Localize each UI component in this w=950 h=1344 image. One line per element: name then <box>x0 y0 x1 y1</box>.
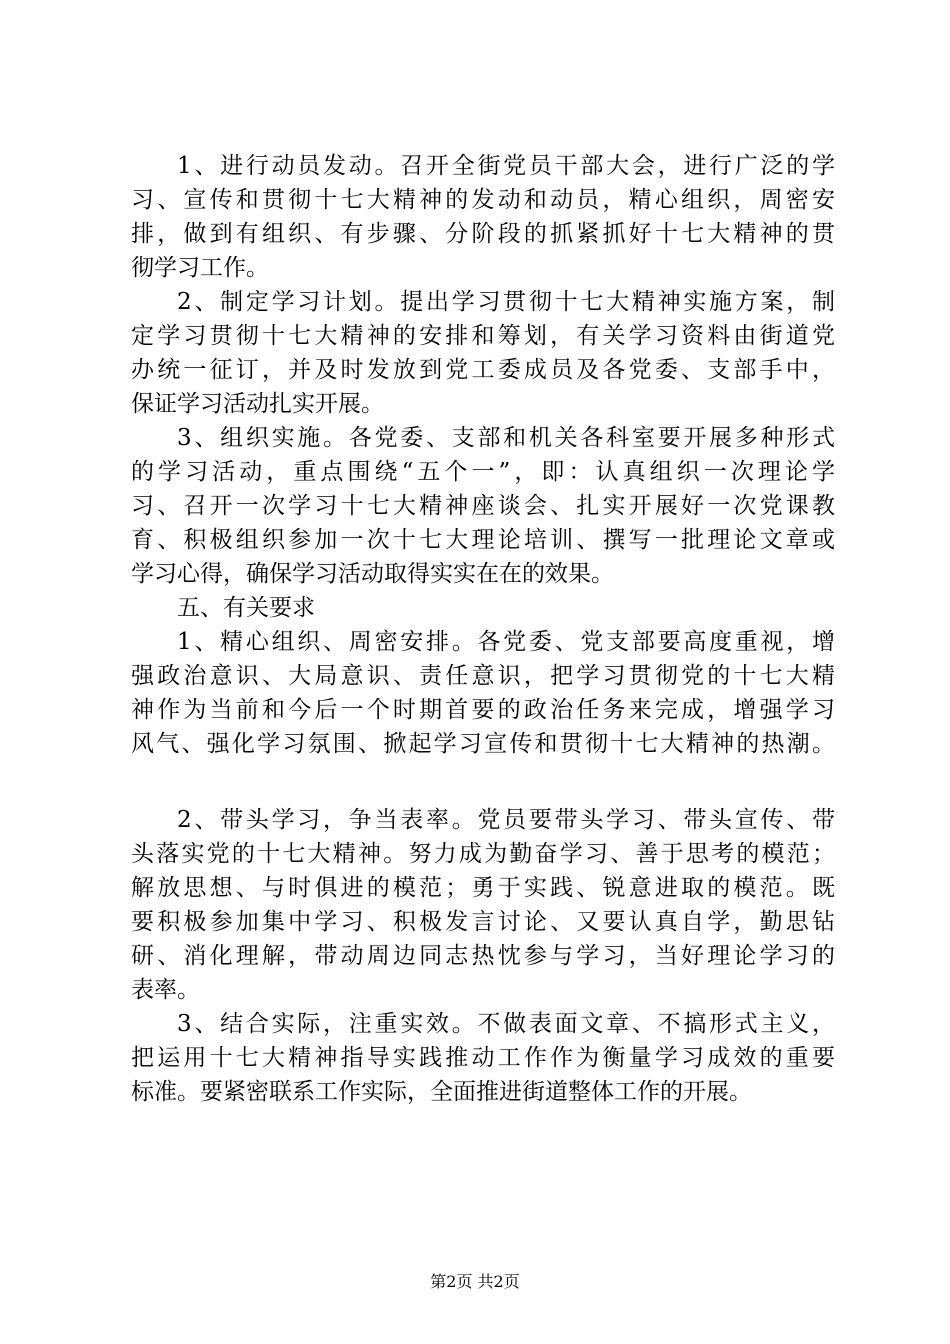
paragraph-line: 把运用十七大精神指导实践推动工作作为衡量学习成效的重要 <box>131 1045 835 1071</box>
paragraph-line: 解放思想、与时俱进的模范；勇于实践、锐意进取的模范。既 <box>131 875 835 901</box>
paragraph-line: 彻学习工作。 <box>131 255 269 281</box>
paragraph-line: 3、组织实施。各党委、支部和机关各科室要开展多种形式 <box>177 425 835 451</box>
paragraph-line: 的学习活动，重点围绕“五个一”，即：认真组织一次理论学 <box>131 459 835 485</box>
paragraph-line: 神作为当前和今后一个时期首要的政治任务来完成，增强学习 <box>131 697 835 723</box>
paragraph-study-plan <box>131 285 835 421</box>
section-heading: 五、有关要求 <box>177 595 315 621</box>
paragraph-line: 办统一征订，并及时发放到党工委成员及各党委、支部手中， <box>131 357 835 383</box>
paragraph-spacer <box>131 761 835 803</box>
paragraph-line: 定学习贯彻十七大精神的安排和筹划，有关学习资料由街道党 <box>131 323 835 349</box>
paragraph-line: 1、精心组织、周密安排。各党委、党支部要高度重视，增 <box>177 629 835 655</box>
paragraph-line: 2、制定学习计划。提出学习贯彻十七大精神实施方案，制 <box>177 289 835 315</box>
paragraph-line: 标准。要紧密联系工作实际，全面推进街道整体工作的开展。 <box>131 1079 752 1105</box>
paragraph-line: 习、宣传和贯彻十七大精神的发动和动员，精心组织，周密安 <box>131 187 835 213</box>
paragraph-mobilization <box>131 149 835 285</box>
paragraph-line: 排，做到有组织、有步骤、分阶段的抓紧抓好十七大精神的贯 <box>131 221 835 247</box>
paragraph-line: 2、带头学习，争当表率。党员要带头学习、带头宣传、带 <box>177 807 835 833</box>
paragraph-line: 风气、强化学习氛围、掀起学习宣传和贯彻十七大精神的热潮。 <box>131 731 835 757</box>
paragraph-practical-results <box>131 1007 835 1109</box>
document-body <box>131 149 835 1109</box>
paragraph-line: 保证学习活动扎实开展。 <box>131 391 384 417</box>
paragraph-line: 学习心得，确保学习活动取得实实在在的效果。 <box>131 561 614 587</box>
paragraph-implementation <box>131 421 835 591</box>
paragraph-line: 表率。 <box>131 977 200 1003</box>
paragraph-lead-by-example <box>131 803 835 1007</box>
paragraph-line: 3、结合实际，注重实效。不做表面文章、不搞形式主义， <box>177 1011 835 1037</box>
paragraph-line: 育、积极组织参加一次十七大理论培训、撰写一批理论文章或 <box>131 527 835 553</box>
page-number-footer: 第2页 共2页 <box>430 1272 520 1291</box>
paragraph-line: 1、进行动员发动。召开全街党员干部大会，进行广泛的学 <box>177 153 835 179</box>
paragraph-line: 头落实党的十七大精神。努力成为勤奋学习、善于思考的模范； <box>131 841 835 867</box>
paragraph-line: 习、召开一次学习十七大精神座谈会、扎实开展好一次党课教 <box>131 493 835 519</box>
paragraph-careful-organization <box>131 625 835 761</box>
paragraph-line: 要积极参加集中学习、积极发言讨论、又要认真自学，勤思钻 <box>131 909 835 935</box>
paragraph-line: 强政治意识、大局意识、责任意识，把学习贯彻党的十七大精 <box>131 663 835 689</box>
paragraph-line: 研、消化理解，带动周边同志热忱参与学习，当好理论学习的 <box>131 943 835 969</box>
